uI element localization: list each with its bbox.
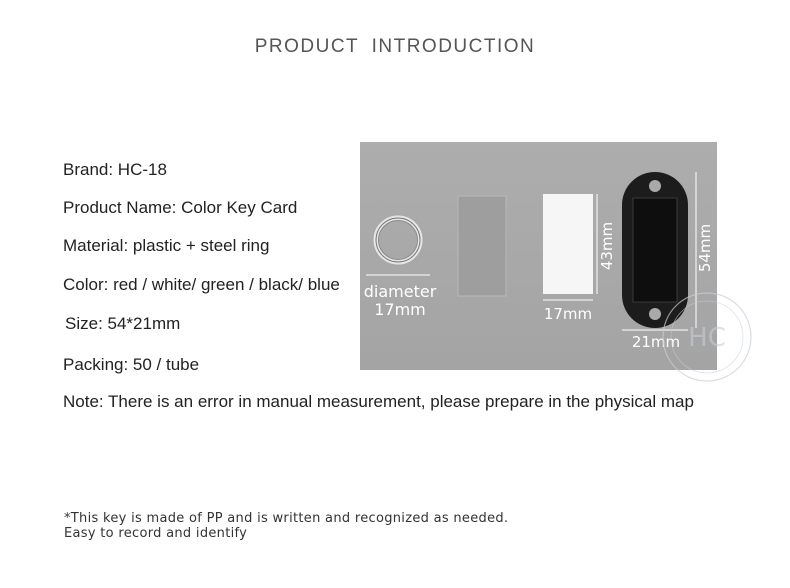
paper-height-label: 43mm <box>598 221 616 271</box>
spec-product-name: Product Name: Color Key Card <box>63 198 298 217</box>
ring-diameter-label: diameter <box>363 282 437 301</box>
spec-brand: Brand: HC-18 <box>63 160 167 179</box>
page-title: PRODUCT INTRODUCTION <box>254 36 536 57</box>
spec-color: Color: red / white/ green / black/ blue <box>63 275 340 294</box>
spec-packing: Packing: 50 / tube <box>63 355 200 374</box>
ring-diameter-value: 17mm <box>374 300 426 319</box>
footer-line-2: Easy to record and identify <box>64 526 248 541</box>
tag-width-label: 21mm <box>631 333 681 351</box>
tag-height-label: 54mm <box>696 223 714 273</box>
measurement-note: Note: There is an error in manual measurement, please prepare in the physical map <box>63 392 694 411</box>
footer-line-1: *This key is made of PP and is written and recognized as needed. <box>64 511 509 526</box>
steel-ring-icon <box>376 218 420 262</box>
paper-insert <box>543 194 593 294</box>
clear-cover <box>458 196 506 296</box>
paper-width-label: 17mm <box>543 305 593 323</box>
watermark-seal <box>660 290 754 384</box>
spec-size: Size: 54*21mm <box>65 314 181 333</box>
spec-material: Material: plastic + steel ring <box>63 236 270 255</box>
watermark-text: HC <box>688 323 726 353</box>
